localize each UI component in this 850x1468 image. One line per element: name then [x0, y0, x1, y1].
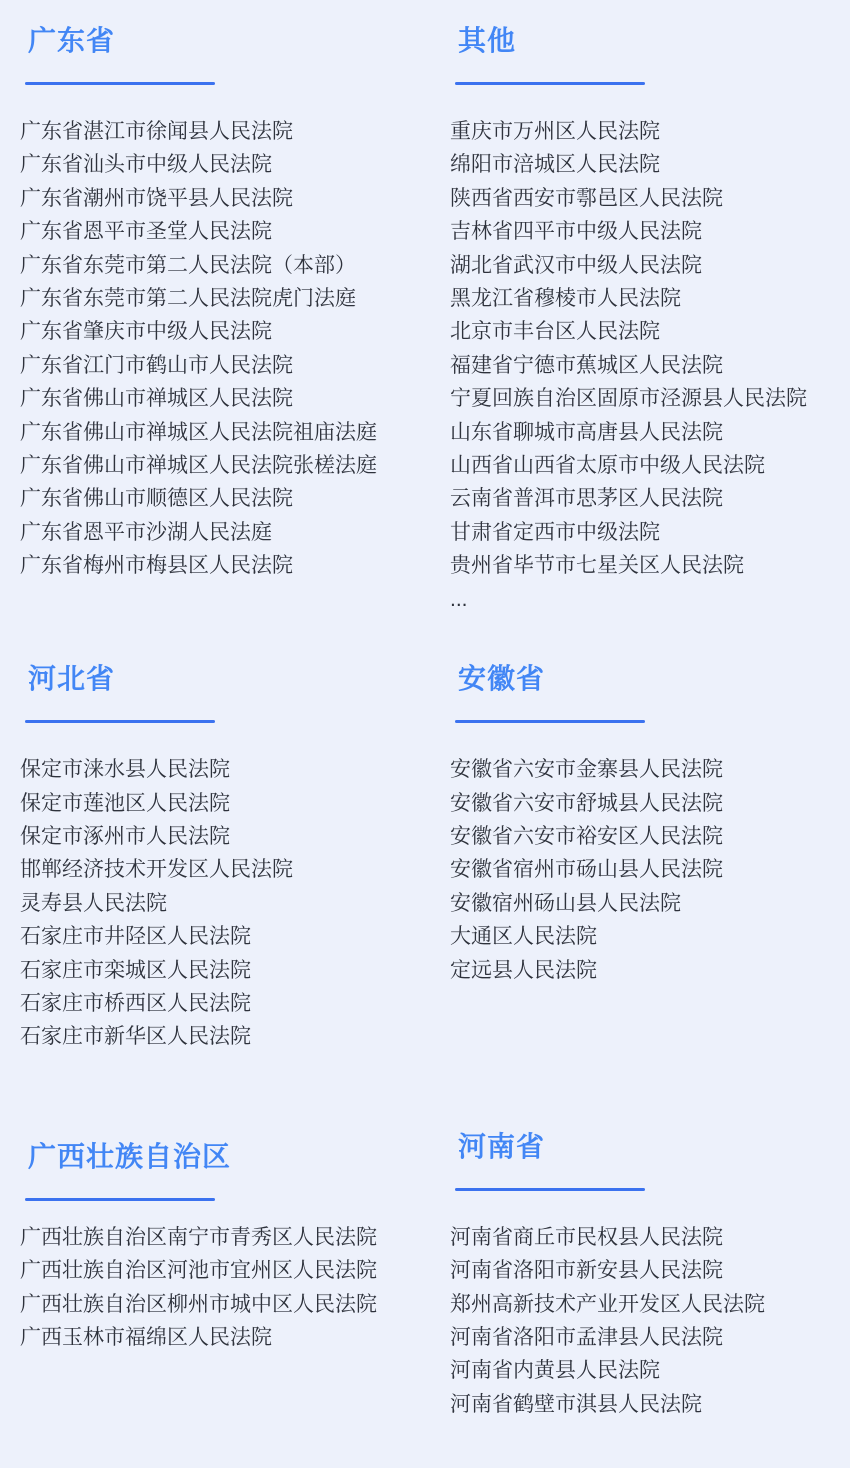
section-title-guangdong: 广东省 — [28, 25, 116, 56]
court-item: 广西壮族自治区南宁市青秀区人民法院 — [20, 1225, 377, 1249]
court-list-anhui — [450, 753, 830, 987]
court-item: ... — [450, 587, 468, 611]
section-title-hebei: 河北省 — [28, 663, 116, 695]
court-item: 河南省洛阳市孟津县人民法院 — [450, 1325, 723, 1349]
court-item: 广西玉林市福绵区人民法院 — [20, 1325, 272, 1349]
section-guangxi — [20, 1130, 450, 1355]
court-item: 陕西省西安市鄠邑区人民法院 — [450, 186, 723, 210]
court-item: 广东省佛山市禅城区人民法院张槎法庭 — [20, 454, 377, 478]
court-item: 定远县人民法院 — [450, 958, 597, 982]
court-item: 广西壮族自治区柳州市城中区人民法院 — [20, 1292, 377, 1316]
court-item: 灵寿县人民法院 — [20, 891, 167, 915]
court-item: 甘肃省定西市中级法院 — [450, 520, 660, 544]
court-item: 广东省恩平市沙湖人民法庭 — [20, 520, 272, 544]
court-item: 安徽省六安市舒城县人民法院 — [450, 791, 723, 815]
court-item: 吉林省四平市中级人民法院 — [450, 220, 702, 244]
court-list-hebei — [20, 753, 450, 1054]
court-list-henan — [450, 1221, 830, 1421]
court-item: 广东省佛山市禅城区人民法院祖庙法庭 — [20, 420, 377, 444]
court-list-guangxi — [20, 1221, 450, 1355]
court-item: 广东省汕头市中级人民法院 — [20, 153, 272, 177]
court-item: 安徽省六安市裕安区人民法院 — [450, 824, 723, 848]
court-item: 福建省宁德市蕉城区人民法院 — [450, 353, 723, 377]
court-item: 广东省湛江市徐闻县人民法院 — [20, 120, 293, 143]
court-item: 石家庄市桥西区人民法院 — [20, 991, 251, 1015]
court-item: 保定市莲池区人民法院 — [20, 791, 230, 815]
title-underline — [25, 82, 215, 85]
court-item: 广东省东莞市第二人民法院（本部） — [20, 253, 356, 277]
court-item: 石家庄市栾城区人民法院 — [20, 958, 251, 982]
sections-grid — [20, 24, 850, 1421]
title-underline — [455, 720, 645, 723]
court-item: 山西省山西省太原市中级人民法院 — [450, 454, 765, 478]
court-item: 保定市涞水县人民法院 — [20, 758, 230, 782]
court-item: 北京市丰台区人民法院 — [450, 320, 660, 344]
court-item: 安徽省宿州市砀山县人民法院 — [450, 858, 723, 882]
title-underline — [25, 720, 215, 723]
court-item: 石家庄市井陉区人民法院 — [20, 925, 251, 949]
section-guangdong — [20, 24, 450, 583]
court-item: 云南省普洱市思茅区人民法院 — [450, 487, 723, 511]
court-item: 河南省内黄县人民法院 — [450, 1359, 660, 1383]
title-underline — [455, 1188, 645, 1191]
court-item: 安徽省六安市金寨县人民法院 — [450, 758, 723, 782]
court-list-other — [450, 115, 830, 616]
court-item: 河南省洛阳市新安县人民法院 — [450, 1259, 723, 1283]
court-item: 石家庄市新华区人民法院 — [20, 1025, 251, 1049]
court-list-guangdong — [20, 115, 450, 583]
court-item: 广东省佛山市禅城区人民法院 — [20, 387, 293, 411]
court-item: 广东省佛山市顺德区人民法院 — [20, 487, 293, 511]
title-underline — [25, 1198, 215, 1201]
section-anhui — [450, 662, 830, 987]
court-item: 郑州高新技术产业开发区人民法院 — [450, 1292, 765, 1316]
section-title-other: 其他 — [458, 25, 517, 56]
court-item: 绵阳市涪城区人民法院 — [450, 153, 660, 177]
court-item: 山东省聊城市高唐县人民法院 — [450, 420, 723, 444]
court-item: 广东省东莞市第二人民法院虎门法庭 — [20, 287, 356, 311]
section-title-anhui: 安徽省 — [458, 663, 546, 695]
court-item: 河南省鹤壁市淇县人民法院 — [450, 1392, 702, 1416]
section-henan — [450, 1130, 830, 1421]
court-item: 安徽宿州砀山县人民法院 — [450, 891, 681, 915]
court-item: 宁夏回族自治区固原市泾源县人民法院 — [450, 387, 807, 411]
court-item: 重庆市万州区人民法院 — [450, 120, 660, 143]
court-item: 河南省商丘市民权县人民法院 — [450, 1225, 723, 1249]
section-title-henan: 河南省 — [458, 1130, 546, 1162]
court-item: 贵州省毕节市七星关区人民法院 — [450, 554, 744, 578]
court-item: 广东省肇庆市中级人民法院 — [20, 320, 272, 344]
title-underline — [455, 82, 645, 85]
section-hebei — [20, 662, 450, 1054]
court-item: 大通区人民法院 — [450, 925, 597, 949]
court-item: 邯郸经济技术开发区人民法院 — [20, 858, 293, 882]
court-item: 广西壮族自治区河池市宜州区人民法院 — [20, 1259, 377, 1283]
court-item: 广东省潮州市饶平县人民法院 — [20, 186, 293, 210]
section-other — [450, 24, 830, 616]
court-item: 广东省梅州市梅县区人民法院 — [20, 554, 293, 578]
court-item: 湖北省武汉市中级人民法院 — [450, 253, 702, 277]
section-title-guangxi: 广西壮族自治区 — [28, 1140, 232, 1172]
court-item: 广东省恩平市圣堂人民法院 — [20, 220, 272, 244]
court-item: 广东省江门市鹤山市人民法院 — [20, 353, 293, 377]
court-item: 保定市涿州市人民法院 — [20, 824, 230, 848]
court-item: 黑龙江省穆棱市人民法院 — [450, 287, 681, 311]
